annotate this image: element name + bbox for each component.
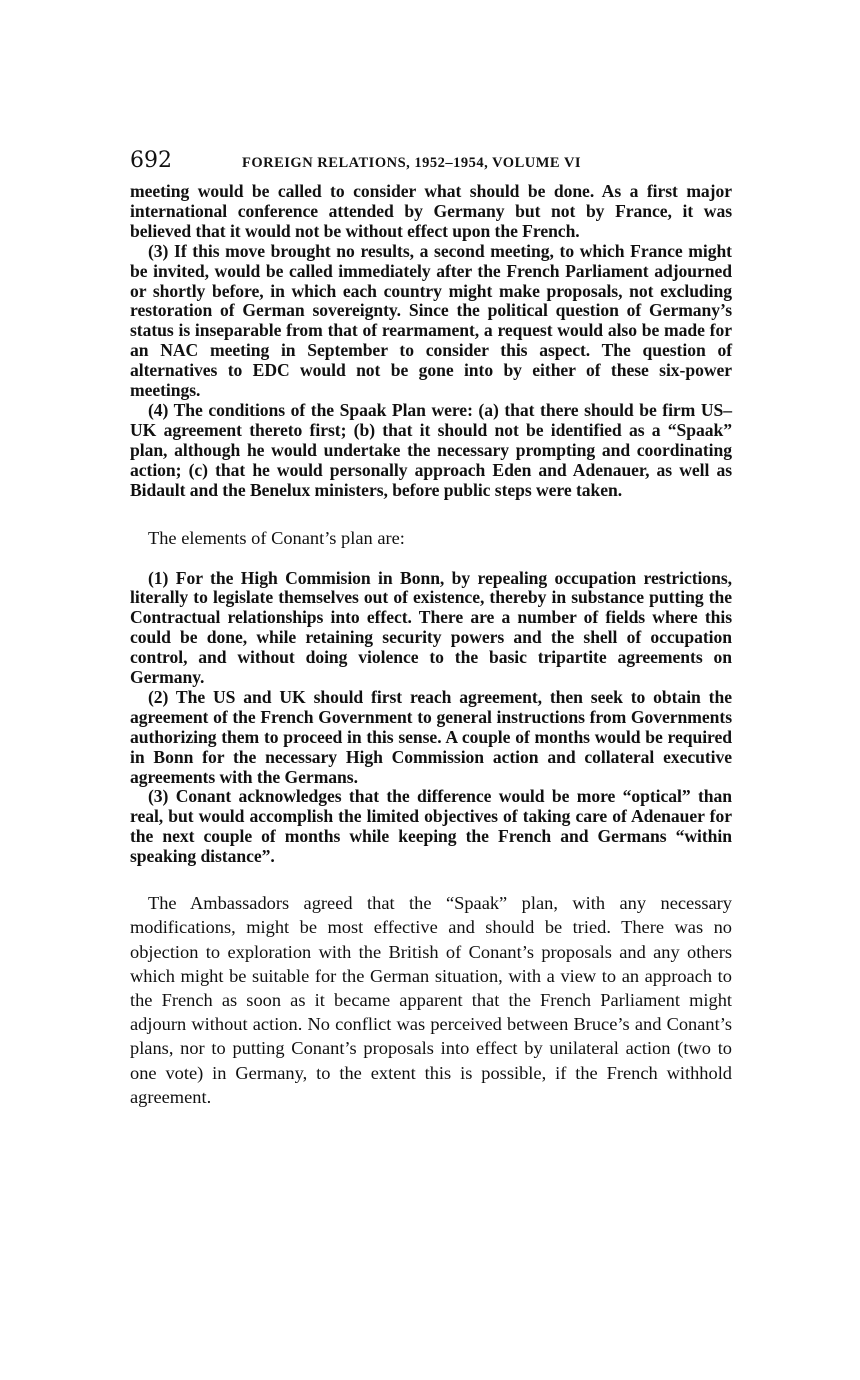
conant-plan-section — [130, 569, 732, 868]
running-title: FOREIGN RELATIONS, 1952–1954, VOLUME VI — [242, 155, 582, 171]
conant-plan-intro: The elements of Conant’s plan are: — [148, 527, 405, 548]
page-number: 692 — [130, 148, 172, 173]
ambassadors-conclusion-paragraph: The Ambassadors agreed that the “Spaak” plan, with any necessary modifications, might be most effective and should be tried. There was no objection to exploration with the British of Conant’s proposals and any others which might be suitable for the German situation, with a view to an approach to the French as soon as it became apparent that the French Parliament might adjourn without action. No conflict was perceived between Bruce’s and Conant’s plans, nor to putting Conant’s proposals into effect by unilateral action (two to one vote) in Germany, to the extent this is possible, if the French withhold agreement. — [130, 893, 732, 1107]
spaak-point-4: (4) The conditions of the Spaak Plan were: (a) that there should be firm US–UK agreement thereto first; (b) that it should not be identified as a “Spaak” plan, although he would undertake the necessary prompting and coordinating action; (c) that he would personally approach Eden and Adenauer, as well as Bidault and the Benelux ministers, before public steps were taken. — [130, 399, 732, 500]
conant-point-1: (1) For the High Commision in Bonn, by repealing occupation restrictions, literally to legislate themselves out of existence, thereby in substance putting the Contractual relationships into effect. There are a number of fields where this could be done, while retaining security powers and the shell of occupation control, and without doing violence to the basic tripartite agreements on Germany. — [130, 567, 732, 688]
conant-point-2: (2) The US and UK should first reach agreement, then seek to obtain the agreement of the French Government to general instructions from Governments authorizing them to proceed in this sense. A couple of months would be required in Bonn for the necessary High Commission action and collateral executive agreements with the Germans. — [130, 686, 732, 787]
document-page — [130, 148, 732, 1109]
spaak-continuation-paragraph: meeting would be called to consider what should be done. As a first major international conference attended by Germany but not by France, it was believed that it would not be without effect upon the French. — [130, 181, 732, 241]
conant-point-3: (3) Conant acknowledges that the difference would be more “optical” than real, but would accomplish the limited objectives of taking care of Adenauer for the next couple of months while keeping the French and Germans “within speaking distance”. — [130, 786, 732, 867]
spaak-plan-section — [130, 182, 732, 501]
spaak-point-3: (3) If this move brought no results, a second meeting, to which France might be invited, would be called immediately after the French Parliament adjourned or shortly before, in which each country might make proposals, not excluding restoration of German sovereignty. Since the political question of Germany’s status is inseparable from that of rearmament, a request would also be made for an NAC meeting in September to consider this aspect. The question of alternatives to EDC would not be gone into by either of these six-power meetings. — [130, 240, 732, 401]
running-head — [130, 148, 732, 173]
